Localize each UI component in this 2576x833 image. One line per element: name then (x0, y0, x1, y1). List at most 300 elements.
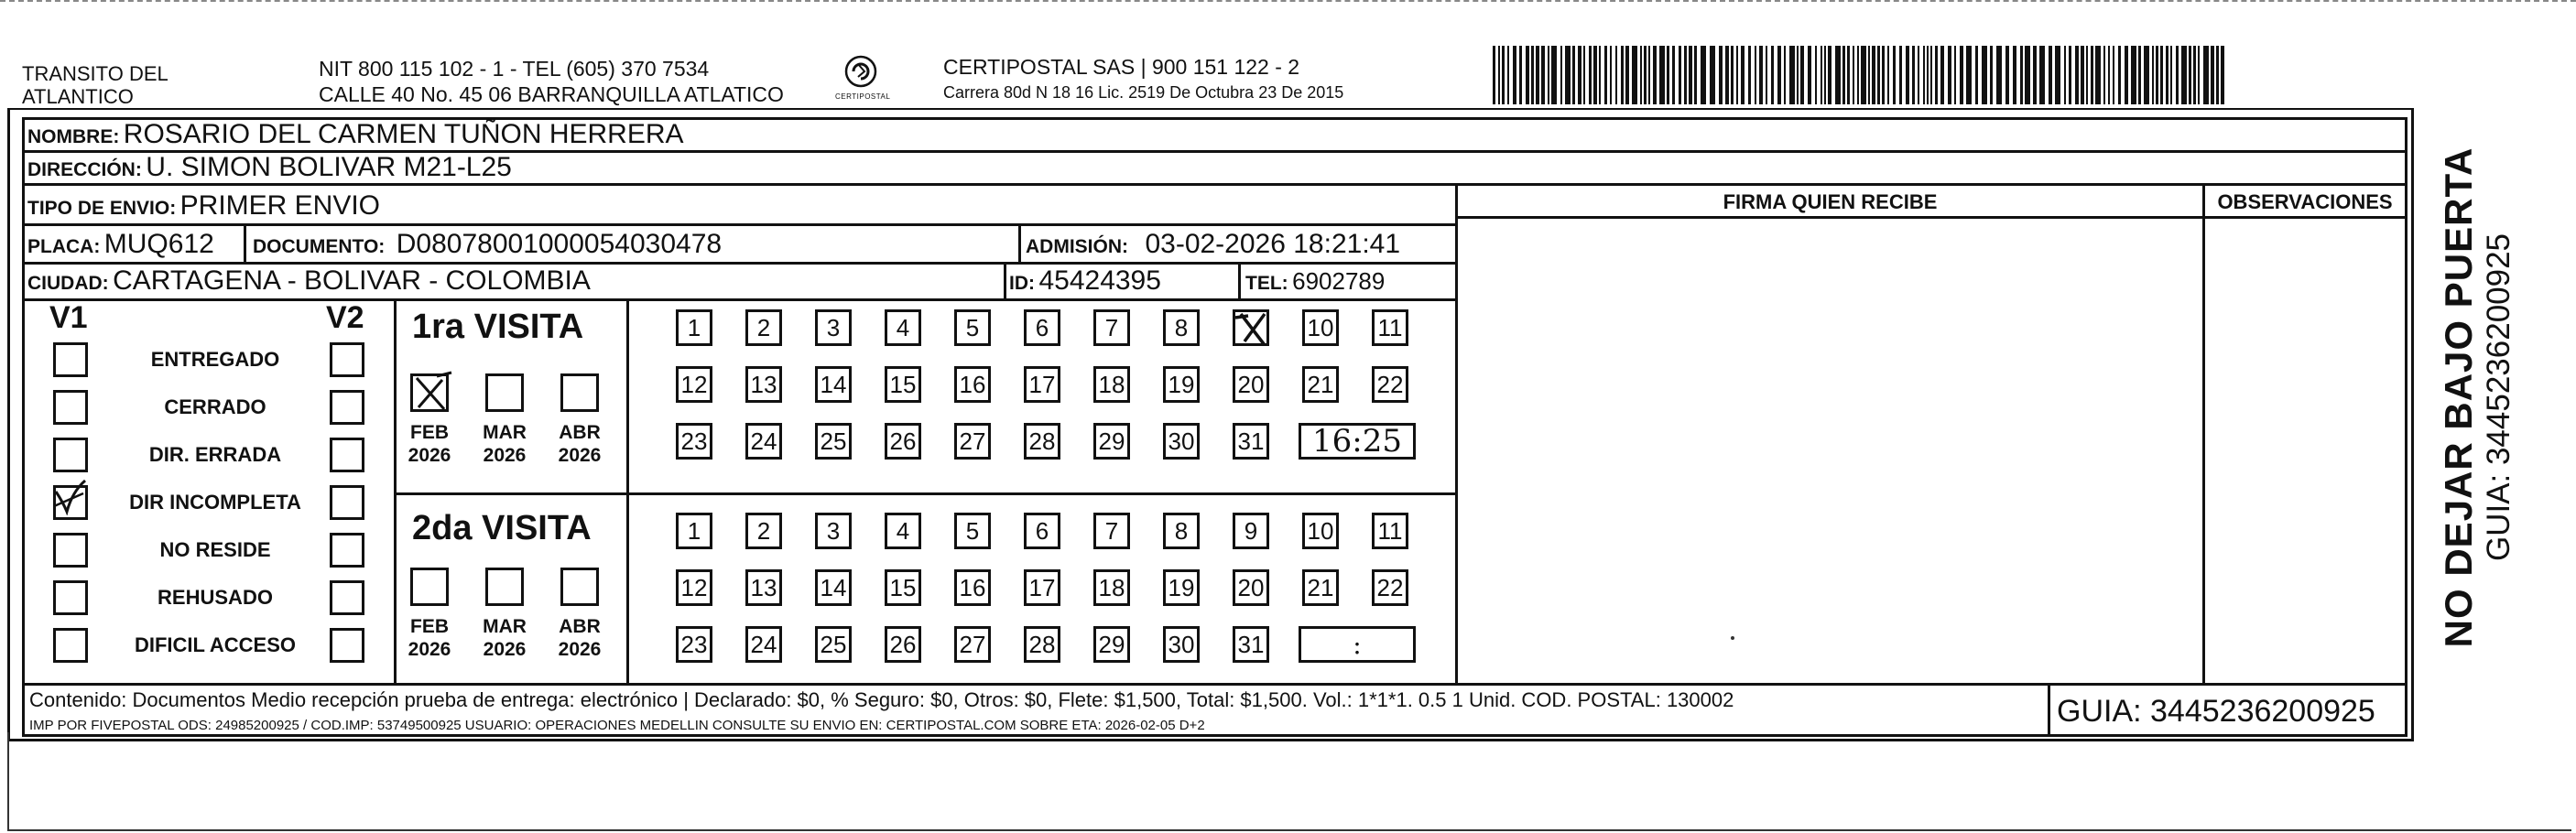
sep-status (394, 298, 397, 683)
barcode-bar (2216, 46, 2219, 104)
observaciones-area[interactable] (2205, 219, 2405, 683)
barcode-bar (1906, 46, 1909, 104)
day-box[interactable]: 5 (954, 513, 991, 549)
month-name: MAR (483, 616, 527, 637)
sender-name (22, 62, 168, 109)
barcode-bar (1882, 46, 1885, 104)
barcode-bar (1519, 46, 1522, 104)
v1-checkbox[interactable] (53, 533, 88, 568)
barcode-bar (2005, 46, 2009, 104)
sep-tel (1238, 262, 1241, 298)
certipostal-logo (835, 53, 891, 104)
check-mark-icon (50, 479, 87, 515)
barcode-bar (1689, 46, 1692, 104)
firma-header: FIRMA QUIEN RECIBE (1723, 190, 1938, 213)
v2-checkbox[interactable] (330, 342, 364, 377)
barcode-bar (1536, 46, 1539, 104)
barcode-bar (1741, 46, 1745, 104)
sender-address: CALLE 40 No. 45 06 BARRANQUILLA ATLATICO (319, 81, 784, 106)
v2-checkbox[interactable] (330, 533, 364, 568)
barcode-bar (1502, 46, 1505, 104)
barcode-bar (1927, 46, 1929, 104)
day-box[interactable]: 19 (1163, 569, 1200, 606)
day-box[interactable]: 2 (745, 309, 782, 346)
barcode-bar (1815, 46, 1817, 104)
day-box[interactable]: 4 (885, 513, 921, 549)
status-label: REHUSADO (158, 586, 273, 609)
day-box[interactable]: 12 (676, 569, 712, 606)
direccion-label: DIRECCIÓN: (27, 159, 142, 180)
day-box[interactable]: 3 (815, 513, 852, 549)
day-box[interactable]: 7 (1093, 513, 1130, 549)
barcode-bar (1918, 46, 1919, 104)
second-visit-title: 2da VISITA (412, 509, 592, 547)
day-box[interactable]: 21 (1302, 366, 1339, 403)
day-box[interactable]: 8 (1163, 513, 1200, 549)
barcode-bar (2113, 46, 2114, 104)
day-box[interactable]: 30 (1163, 626, 1200, 663)
v1-checkbox[interactable] (53, 390, 88, 425)
signature-dot (1731, 636, 1734, 640)
month-checkbox[interactable] (485, 568, 524, 606)
sep-placa (244, 223, 246, 262)
v1-checkbox[interactable] (53, 580, 88, 615)
documento-value: D0807800100005403047​8 (396, 229, 723, 259)
id-value: 45424395 (1038, 265, 1161, 296)
barcode-bar (1719, 46, 1723, 104)
admision-value: 03-02-2026 18:21:41 (1145, 229, 1401, 259)
day-box[interactable]: 22 (1372, 366, 1408, 403)
barcode-bar (2156, 46, 2158, 104)
day-box[interactable]: 6 (1024, 513, 1060, 549)
barcode-bar (2086, 46, 2088, 104)
barcode-bar (1835, 46, 1841, 104)
month-label (397, 615, 462, 661)
barcode-bar (1615, 46, 1617, 104)
day-box[interactable]: 25 (815, 423, 852, 460)
barcode-bar (1578, 46, 1581, 104)
sep-guia (2048, 683, 2050, 736)
barcode-bar (2039, 46, 2045, 104)
barcode-bar (1940, 46, 1944, 104)
day-box[interactable]: 27 (954, 626, 991, 663)
left-line (22, 117, 25, 736)
sender-nit: NIT 800 115 102 - 1 - TEL (605) 370 7534 (319, 57, 710, 81)
status-label: NO RESIDE (159, 538, 271, 561)
barcode-bar (2125, 46, 2128, 104)
barcode-bar (1771, 46, 1774, 104)
status-label: ENTREGADO (150, 348, 280, 371)
day-box[interactable]: 1 (676, 513, 712, 549)
sep-id (1004, 262, 1006, 298)
company-name: CERTIPOSTAL SAS | 900 151 122 - 2 (943, 55, 1300, 79)
barcode-bar (1640, 46, 1642, 104)
barcode-bar (2166, 46, 2168, 104)
day-box[interactable]: 24 (745, 423, 782, 460)
status-label: CERRADO (164, 395, 266, 418)
barcode-bar (2025, 46, 2030, 104)
top-edge (0, 0, 2576, 5)
barcode-bar (1877, 46, 1880, 104)
day-box[interactable]: 5 (954, 309, 991, 346)
barcode-bar (1667, 46, 1669, 104)
day-box[interactable]: 3 (815, 309, 852, 346)
barcode-bar (1541, 46, 1545, 104)
barcode-bar (1797, 46, 1799, 104)
month-name: FEB (410, 422, 449, 443)
barcode-bar (1789, 46, 1795, 104)
barcode-bar (2170, 46, 2172, 104)
direccion-row (27, 152, 512, 183)
placa-label: PLACA: (27, 236, 101, 257)
barcode-bar (2069, 46, 2071, 104)
day-box[interactable]: 16 (954, 366, 991, 403)
side-guia: GUIA: 3445236200925 (2481, 233, 2516, 562)
barcode-bar (2152, 46, 2154, 104)
day-box[interactable]: 23 (676, 423, 712, 460)
day-box[interactable]: 18 (1093, 366, 1130, 403)
status-label: DIR INCOMPLETA (129, 491, 301, 514)
barcode-bar (2198, 46, 2200, 104)
nombre-row (27, 119, 684, 150)
day-box[interactable]: 28 (1024, 423, 1060, 460)
month-year: 2026 (558, 639, 602, 661)
barcode-bar (2118, 46, 2121, 104)
month-year: 2026 (483, 639, 527, 661)
ciudad-value: CARTAGENA - BOLIVAR - COLOMBIA (113, 265, 591, 296)
month-checkbox[interactable] (410, 568, 449, 606)
day-box[interactable]: 4 (885, 309, 921, 346)
v1-label: V1 (49, 300, 88, 335)
barcode-bar (1548, 46, 1549, 104)
v2-checkbox[interactable] (330, 390, 364, 425)
day-box[interactable]: 31 (1233, 626, 1269, 663)
barcode-bar (1821, 46, 1822, 104)
status-label: DIR. ERRADA (148, 443, 282, 466)
barcode-bar (1644, 46, 1647, 104)
tel-label: TEL: (1245, 273, 1288, 294)
month-checkbox[interactable] (560, 568, 599, 606)
barcode-bar (2181, 46, 2187, 104)
row-line-6 (22, 298, 1457, 301)
first-visit-title: 1ra VISITA (412, 308, 584, 346)
barcode-bar (1759, 46, 1763, 104)
logo-icon (842, 53, 879, 90)
barcode-bar (2211, 46, 2214, 104)
day-box[interactable]: 19 (1163, 366, 1200, 403)
barcode-bar (1824, 46, 1826, 104)
day-box[interactable]: 15 (885, 569, 921, 606)
barcode-bar (1975, 46, 1978, 104)
barcode-bar (1766, 46, 1767, 104)
day-box[interactable]: 15 (885, 366, 921, 403)
day-box[interactable]: 31 (1233, 423, 1269, 460)
logo-text: CERTIPOSTAL (835, 92, 891, 101)
day-box[interactable]: 26 (885, 423, 921, 460)
barcode-bar (1725, 46, 1729, 104)
barcode-bar (1923, 46, 1925, 104)
day-box[interactable]: 29 (1093, 626, 1130, 663)
barcode-bar (1599, 46, 1601, 104)
v2-checkbox[interactable] (330, 580, 364, 615)
day-box[interactable]: 12 (676, 366, 712, 403)
nombre-value: ROSARIO DEL CARMEN TUÑON HERRERA (123, 119, 684, 149)
day-box[interactable]: 17 (1024, 569, 1060, 606)
ciudad-label: CIUDAD: (27, 273, 109, 294)
company-license: Carrera 80d N 18 16 Lic. 2519 De Octubra 23 De 2015 (943, 83, 1344, 102)
barcode-bar (2189, 46, 2191, 104)
barcode-bar (1868, 46, 1870, 104)
placa-row (27, 229, 214, 260)
barcode-bar (2091, 46, 2093, 104)
day-box[interactable]: 28 (1024, 626, 1060, 663)
barcode-bar (1777, 46, 1781, 104)
day-box[interactable]: 20 (1233, 569, 1269, 606)
right-line (2405, 117, 2408, 736)
barcode-bar (1847, 46, 1850, 104)
barcode-bar (1672, 46, 1675, 104)
day-box[interactable]: 29 (1093, 423, 1130, 460)
barcode-bar (2075, 46, 2079, 104)
barcode-bar (2049, 46, 2052, 104)
barcode-bar (1498, 46, 1500, 104)
barcode-bar (2203, 46, 2209, 104)
direccion-value: U. SIMON BOLIVAR M21-L25 (146, 152, 512, 182)
barcode-bar (1572, 46, 1575, 104)
day-box[interactable]: 6 (1024, 309, 1060, 346)
barcode-bar (1996, 46, 2002, 104)
sender-contact (319, 57, 784, 107)
day-box[interactable]: 13 (745, 366, 782, 403)
day-box[interactable]: 23 (676, 626, 712, 663)
month-checkbox[interactable] (560, 373, 599, 412)
barcode-bar (2221, 46, 2224, 104)
x-mark-icon (409, 371, 453, 415)
day-box[interactable]: 2 (745, 513, 782, 549)
admision-row (1026, 229, 1400, 260)
barcode-bar (1828, 46, 1831, 104)
barcode-bar (1593, 46, 1597, 104)
left-tail (7, 732, 9, 829)
v1-checkbox[interactable] (53, 485, 88, 520)
day-box[interactable]: 30 (1163, 423, 1200, 460)
company-info (943, 55, 1343, 103)
day-box[interactable]: 14 (815, 569, 852, 606)
barcode-bar (2081, 46, 2084, 104)
day-box[interactable]: 13 (745, 569, 782, 606)
observaciones-header: OBSERVACIONES (2217, 190, 2393, 213)
barcode-bar (2055, 46, 2060, 104)
barcode-bar (1632, 46, 1637, 104)
barcode-bar (1755, 46, 1756, 104)
barcode-bar (1551, 46, 1557, 104)
id-row (1009, 265, 1161, 297)
barcode-bar (1625, 46, 1629, 104)
guia-footer: GUIA: 3445236200925 (2057, 694, 2375, 729)
sep-admision (1018, 223, 1021, 262)
barcode-bar (1610, 46, 1612, 104)
day-box[interactable] (1233, 309, 1269, 346)
day-box[interactable]: 27 (954, 423, 991, 460)
barcode-bar (1930, 46, 1932, 104)
row-line-5 (22, 262, 1457, 265)
barcode-bar (1659, 46, 1665, 104)
barcode-bar (2033, 46, 2037, 104)
barcode-bar (1857, 46, 1859, 104)
day-box[interactable]: 22 (1372, 569, 1408, 606)
sep-months (626, 298, 629, 683)
month-label (548, 615, 612, 661)
v2-checkbox[interactable] (330, 485, 364, 520)
row-line-4 (22, 223, 1457, 226)
imp-text: IMP POR FIVEPOSTAL ODS: 24985200925 / COD.IMP: 53749500925 USUARIO: OPERACIONES MEDELLIN CONSULTE SU ENVIO EN: CERTIPOSTAL.COM SOBRE ETA: 2026-02-05 D+2 (29, 718, 1205, 733)
tel-value: 6902789 (1292, 267, 1386, 295)
time-box[interactable]: 16:25 (1299, 423, 1416, 460)
barcode-bar (1531, 46, 1534, 104)
barcode-bar (2013, 46, 2016, 104)
barcode-bar (2160, 46, 2163, 104)
barcode-bar (1679, 46, 1681, 104)
month-label (397, 421, 462, 467)
barcode-bar (2103, 46, 2105, 104)
day-box[interactable]: 25 (815, 626, 852, 663)
time-box[interactable]: : (1299, 626, 1416, 663)
bottom-edge (7, 829, 2571, 831)
month-year: 2026 (408, 639, 451, 661)
barcode-bar (1990, 46, 1993, 104)
barcode-bar (2176, 46, 2179, 104)
barcode-bar (1507, 46, 1509, 104)
side-text (2437, 136, 2517, 658)
day-box[interactable]: 9 (1233, 513, 1269, 549)
day-box[interactable]: 17 (1024, 366, 1060, 403)
barcode-bar (2108, 46, 2110, 104)
barcode (1493, 46, 2225, 104)
barcode-bar (1861, 46, 1866, 104)
month-label (473, 615, 537, 661)
day-box[interactable]: 10 (1302, 513, 1339, 549)
day-box[interactable]: 20 (1233, 366, 1269, 403)
side-warning: NO DEJAR BAJO PUERTA (2437, 146, 2480, 648)
nombre-label: NOMBRE: (27, 126, 120, 147)
barcode-bar (1954, 46, 1956, 104)
month-name: ABR (559, 422, 601, 443)
barcode-bar (1912, 46, 1915, 104)
sender-line-2: ATLANTICO (22, 85, 134, 109)
barcode-bar (1526, 46, 1529, 104)
x-mark-icon (1234, 308, 1274, 349)
barcode-bar (2131, 46, 2136, 104)
barcode-bar (1560, 46, 1562, 104)
barcode-bar (1808, 46, 1811, 104)
status-label: DIFICIL ACCESO (134, 633, 296, 656)
documento-label: DOCUMENTO: (253, 236, 386, 257)
day-box[interactable]: 11 (1372, 309, 1408, 346)
day-box[interactable]: 7 (1093, 309, 1130, 346)
barcode-bar (1583, 46, 1585, 104)
barcode-bar (1748, 46, 1751, 104)
barcode-bar (1948, 46, 1951, 104)
id-label: ID: (1009, 273, 1035, 294)
barcode-bar (1604, 46, 1607, 104)
day-box[interactable]: 1 (676, 309, 712, 346)
v2-label: V2 (326, 300, 364, 335)
barcode-bar (1887, 46, 1889, 104)
barcode-bar (2095, 46, 2101, 104)
contenido-text: Contenido: Documentos Medio recepción prueba de entrega: electrónico | Declarado: $0, % Seguro: $0, Otros: $0, Flete: $1,500, Total: $1,500. Vol.: 1*1*1. 0.5 1 Unid. COD. POSTAL: 130002 (29, 688, 1734, 711)
barcode-bar (1653, 46, 1657, 104)
barcode-bar (1960, 46, 1963, 104)
barcode-bar (1982, 46, 1987, 104)
barcode-bar (1872, 46, 1875, 104)
month-name: FEB (410, 616, 449, 637)
month-name: MAR (483, 422, 527, 443)
sep-visits (394, 492, 1455, 495)
tipo-label: TIPO DE ENVIO: (27, 198, 177, 219)
barcode-bar (2193, 46, 2196, 104)
day-box[interactable]: 21 (1302, 569, 1339, 606)
barcode-bar (1565, 46, 1571, 104)
firma-area[interactable] (1458, 219, 2202, 683)
barcode-bar (2064, 46, 2066, 104)
day-box[interactable]: 10 (1302, 309, 1339, 346)
month-year: 2026 (558, 445, 602, 467)
day-box[interactable]: 14 (815, 366, 852, 403)
ciudad-row (27, 265, 591, 297)
barcode-bar (1710, 46, 1715, 104)
barcode-bar (1893, 46, 1896, 104)
barcode-bar (1493, 46, 1495, 104)
barcode-bar (1853, 46, 1854, 104)
month-label (473, 421, 537, 467)
barcode-bar (2138, 46, 2141, 104)
v2-checkbox[interactable] (330, 628, 364, 663)
v1-checkbox[interactable] (53, 438, 88, 472)
barcode-bar (1701, 46, 1706, 104)
barcode-bar (1513, 46, 1516, 104)
admision-label: ADMISIÓN: (1026, 236, 1128, 257)
day-box[interactable]: 8 (1163, 309, 1200, 346)
barcode-bar (1731, 46, 1734, 104)
tipo-value: PRIMER ENVIO (179, 190, 381, 221)
barcode-bar (1899, 46, 1902, 104)
v2-checkbox[interactable] (330, 438, 364, 472)
v1-checkbox[interactable] (53, 628, 88, 663)
month-year: 2026 (408, 445, 451, 467)
barcode-bar (1736, 46, 1738, 104)
month-label (548, 421, 612, 467)
barcode-bar (1621, 46, 1624, 104)
month-checkbox[interactable] (485, 373, 524, 412)
day-box[interactable]: 16 (954, 569, 991, 606)
day-box[interactable]: 24 (745, 626, 782, 663)
barcode-bar (2144, 46, 2149, 104)
barcode-bar (1589, 46, 1592, 104)
barcode-bar (1684, 46, 1687, 104)
month-checkbox[interactable] (410, 373, 449, 412)
day-box[interactable]: 18 (1093, 569, 1130, 606)
barcode-bar (2020, 46, 2023, 104)
side-panel (2418, 128, 2537, 650)
day-box[interactable]: 11 (1372, 513, 1408, 549)
day-box[interactable]: 26 (885, 626, 921, 663)
v1-checkbox[interactable] (53, 342, 88, 377)
tel-row (1245, 267, 1385, 296)
sender-line-1: TRANSITO DEL (22, 62, 168, 85)
placa-value: MUQ612 (103, 229, 214, 259)
row-line-3 (22, 183, 2407, 186)
barcode-bar (1648, 46, 1650, 104)
